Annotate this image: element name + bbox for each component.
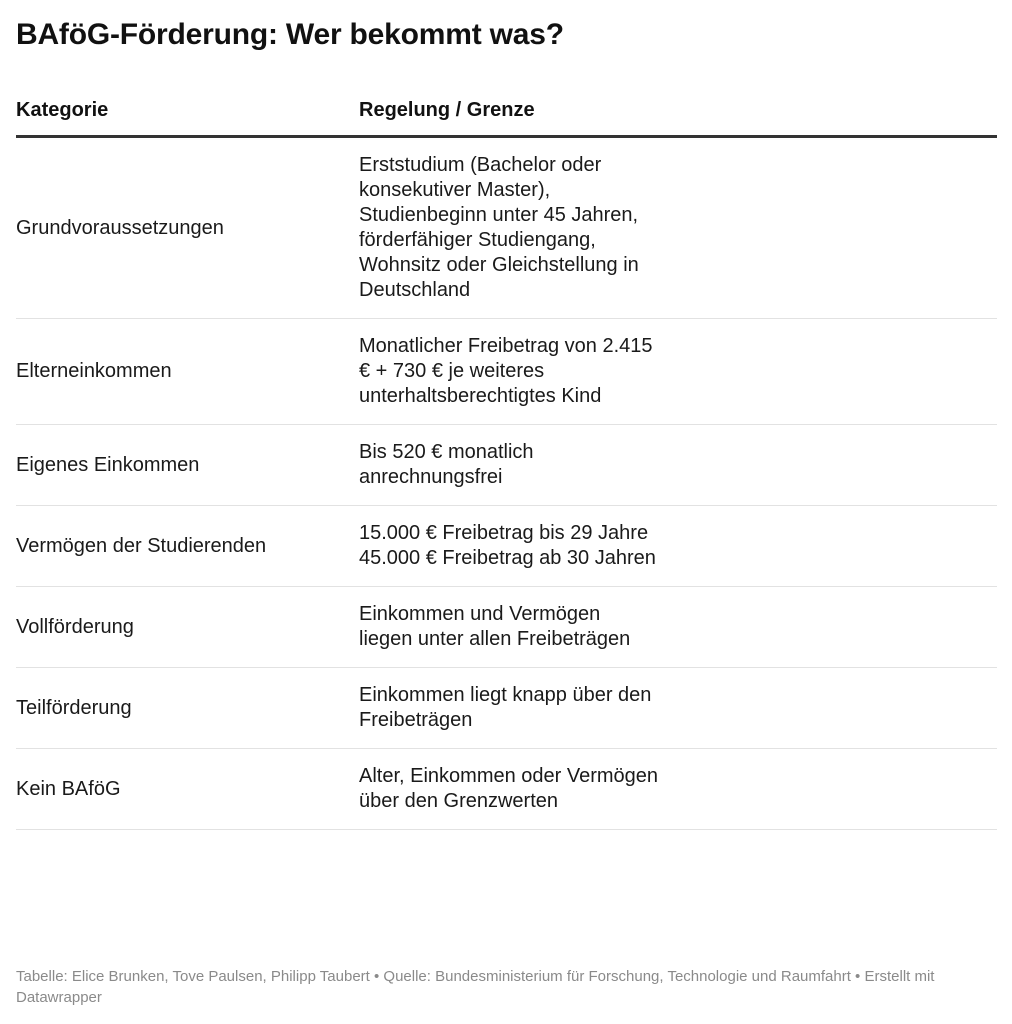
table-header xyxy=(16,98,997,137)
table-row xyxy=(16,137,997,319)
rule-cell xyxy=(359,668,997,749)
category-cell: Eigenes Einkommen xyxy=(16,425,359,506)
category-cell: Kein BAföG xyxy=(16,749,359,830)
source-footer: Tabelle: Elice Brunken, Tove Paulsen, Philipp Taubert • Quelle: Bundesministerium für Forschung, Technologie und Raumfahrt • Erstellt mit Datawrapper xyxy=(16,968,935,1006)
column-header-kategorie[interactable]: Kategorie xyxy=(16,98,359,137)
table-row xyxy=(16,506,997,587)
rule-cell xyxy=(359,319,997,425)
rule-cell xyxy=(359,137,997,319)
header-row xyxy=(16,98,997,137)
rule-text: Einkommen und Vermögen liegen unter allen Freibeträgen xyxy=(359,603,631,650)
table-body xyxy=(16,137,997,830)
table-row xyxy=(16,587,997,668)
rule-text: Monatlicher Freibetrag von 2.415 € + 730 € je weiteres unterhaltsberechtigtes Kind xyxy=(359,335,653,407)
rule-cell xyxy=(359,506,997,587)
table-container xyxy=(16,0,997,830)
rule-text: 15.000 € Freibetrag bis 29 Jahre 45.000 € Freibetrag ab 30 Jahren xyxy=(359,522,656,569)
category-cell: Grundvoraussetzungen xyxy=(16,137,359,319)
rule-cell xyxy=(359,749,997,830)
rule-text: Erststudium (Bachelor oder konsekutiver Master), Studienbeginn unter 45 Jahren, förderfähiger Studiengang, Wohnsitz oder Gleichstellung in Deutschland xyxy=(359,154,639,301)
rule-cell xyxy=(359,425,997,506)
category-cell: Elterneinkommen xyxy=(16,319,359,425)
rule-text: Bis 520 € monatlich anrechnungsfrei xyxy=(359,441,534,488)
table-row xyxy=(16,668,997,749)
page-title: BAföG-Förderung: Wer bekommt was? xyxy=(16,18,564,51)
table-row xyxy=(16,319,997,425)
rule-text: Alter, Einkommen oder Vermögen über den Grenzwerten xyxy=(359,765,659,812)
column-header-regelung[interactable]: Regelung / Grenze xyxy=(359,98,997,137)
category-cell: Teilförderung xyxy=(16,668,359,749)
table-row xyxy=(16,425,997,506)
rule-text: Einkommen liegt knapp über den Freibeträgen xyxy=(359,684,652,731)
category-cell: Vollförderung xyxy=(16,587,359,668)
category-cell: Vermögen der Studierenden xyxy=(16,506,359,587)
rule-cell xyxy=(359,587,997,668)
bafoeg-table xyxy=(16,98,997,830)
table-row xyxy=(16,749,997,830)
